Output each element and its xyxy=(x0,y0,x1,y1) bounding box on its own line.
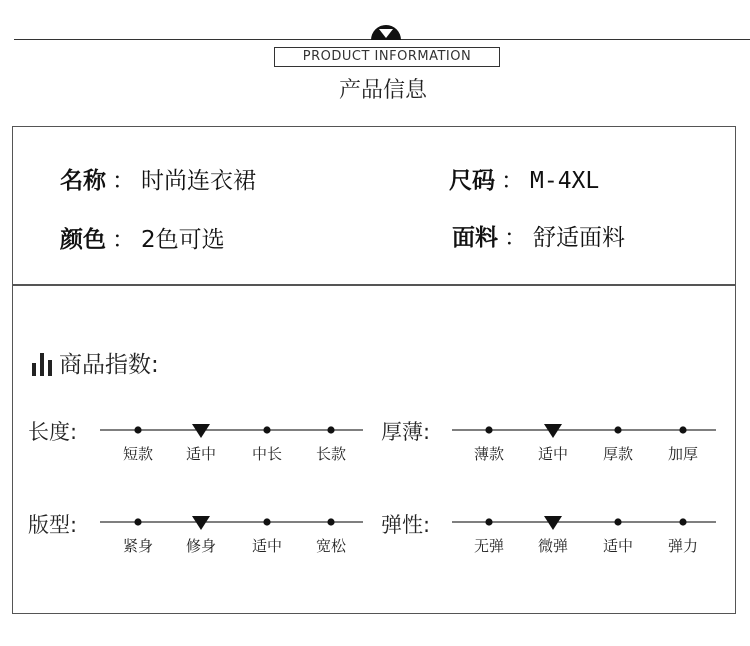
spec-size-value: M-4XL xyxy=(530,168,600,194)
scale-dot xyxy=(614,518,621,525)
scale-dot xyxy=(485,518,492,525)
spec-name-label: 名称 xyxy=(60,168,106,194)
scale-option-label: 短款 xyxy=(122,445,154,463)
scale-option-label: 适中 xyxy=(602,537,634,555)
selected-marker-icon xyxy=(544,516,562,530)
selected-marker-icon xyxy=(192,516,210,530)
selected-marker-icon xyxy=(544,424,562,438)
spec-color-sep: ： xyxy=(112,227,135,253)
scale-option-label: 适中 xyxy=(185,445,217,463)
section-title-cn: 产品信息 xyxy=(338,78,427,103)
scale-dot xyxy=(263,426,270,433)
spec-fabric-label: 面料 xyxy=(452,225,498,251)
scale-dot xyxy=(327,518,334,525)
scale-dot xyxy=(679,426,686,433)
scale-dot xyxy=(614,426,621,433)
scale-label-fit: 版型: xyxy=(28,513,78,537)
scale-option-label: 微弹 xyxy=(537,537,569,555)
spec-name-sep: ： xyxy=(112,168,135,194)
scale-label-thickness: 厚薄: xyxy=(381,420,431,444)
spec-color-label: 颜色 xyxy=(60,227,106,253)
selected-marker-icon xyxy=(192,424,210,438)
section-title-en: PRODUCT INFORMATION xyxy=(274,47,500,67)
scale-dot xyxy=(485,426,492,433)
scale-option-label: 宽松 xyxy=(315,537,347,555)
spec-size-sep: ： xyxy=(501,168,524,194)
spec-fabric-value: 舒适面料 xyxy=(533,225,625,251)
scale-option-label: 加厚 xyxy=(667,445,699,463)
spec-color-value: 2色可选 xyxy=(141,227,225,253)
scale-option-label: 适中 xyxy=(537,445,569,463)
scale-option-label: 适中 xyxy=(251,537,283,555)
scale-dot xyxy=(134,426,141,433)
scale-option-label: 长款 xyxy=(315,445,347,463)
scale-option-label: 厚款 xyxy=(602,445,634,463)
spec-fabric-sep: ： xyxy=(504,225,527,251)
scale-label-length: 长度: xyxy=(28,420,78,444)
scale-option-label: 薄款 xyxy=(473,445,505,463)
scale-option-label: 中长 xyxy=(251,445,283,463)
scale-option-label: 修身 xyxy=(185,537,217,555)
spec-size-label: 尺码 xyxy=(449,168,495,194)
scale-option-label: 无弹 xyxy=(473,537,505,555)
scale-dot xyxy=(134,518,141,525)
scale-option-label: 紧身 xyxy=(122,537,154,555)
scale-label-elasticity: 弹性: xyxy=(381,513,431,537)
scale-dot xyxy=(263,518,270,525)
scale-dot xyxy=(679,518,686,525)
scale-dot xyxy=(327,426,334,433)
index-title-text: 商品指数: xyxy=(59,352,159,378)
spec-name-value: 时尚连衣裙 xyxy=(141,168,256,194)
scale-option-label: 弹力 xyxy=(667,537,699,555)
